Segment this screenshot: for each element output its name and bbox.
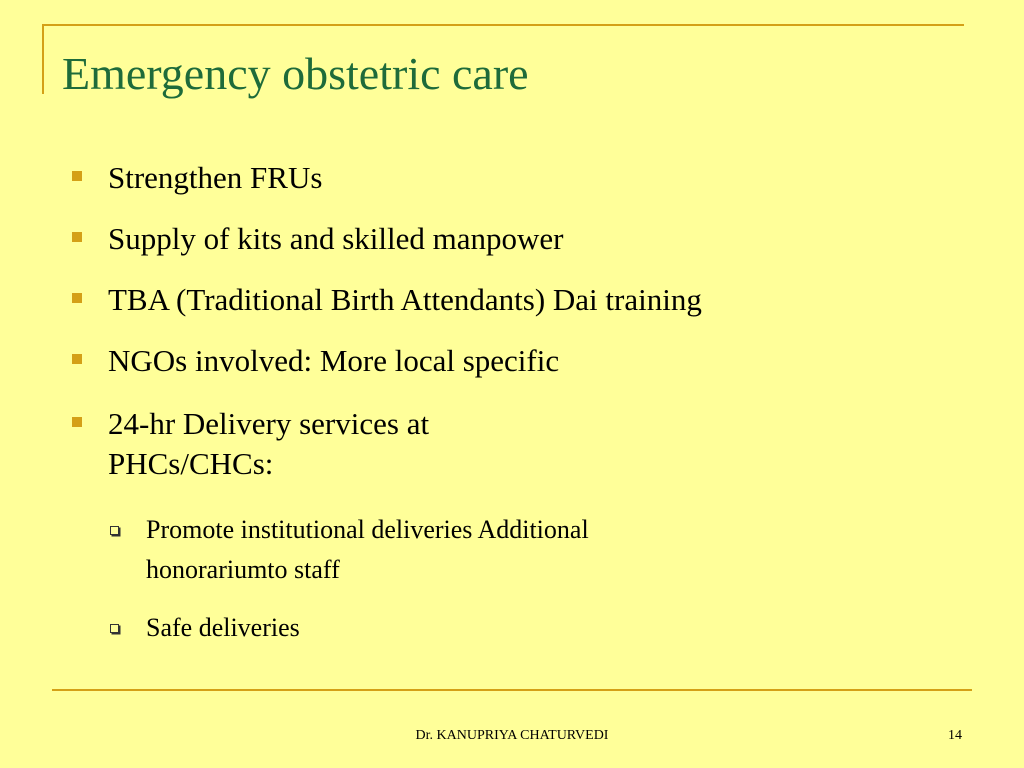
- bullet-item: [72, 404, 429, 484]
- footer-author: Dr. KANUPRIYA CHATURVEDI: [415, 728, 609, 743]
- bullet-text: Supply of kits and skilled manpower: [108, 221, 564, 256]
- sub-bullet-text-line-1: Promote institutional deliveries Additional: [146, 515, 589, 544]
- bullet-item: [72, 219, 563, 259]
- sub-bullet-item: [110, 508, 589, 592]
- square-bullet-icon: [72, 354, 82, 364]
- square-bullet-icon: [72, 232, 82, 242]
- bullet-text-line-1: 24-hr Delivery services at: [108, 406, 430, 441]
- slide-title: Emergency obstetric care: [62, 48, 529, 99]
- sub-bullet-text: Safe deliveries: [146, 613, 300, 642]
- sub-bullet-item: [110, 606, 300, 650]
- page-number: 14: [948, 728, 962, 743]
- square-bullet-icon: [72, 171, 82, 181]
- footer-rule: [52, 689, 972, 691]
- bullet-item: [72, 158, 322, 198]
- bullet-text-line-2: PHCs/CHCs:: [108, 446, 274, 481]
- bullet-text: TBA (Traditional Birth Attendants) Dai training: [108, 282, 702, 317]
- bullet-text: Strengthen FRUs: [108, 160, 323, 195]
- bullet-text: NGOs involved: More local specific: [108, 343, 560, 378]
- square-bullet-icon: [72, 417, 82, 427]
- sub-bullet-text-line-2: honorariumto staff: [146, 555, 340, 584]
- bullet-item: [72, 341, 559, 381]
- bullet-item: [72, 280, 702, 320]
- hollow-square-bullet-icon: [110, 624, 119, 633]
- hollow-square-bullet-icon: [110, 526, 119, 535]
- square-bullet-icon: [72, 293, 82, 303]
